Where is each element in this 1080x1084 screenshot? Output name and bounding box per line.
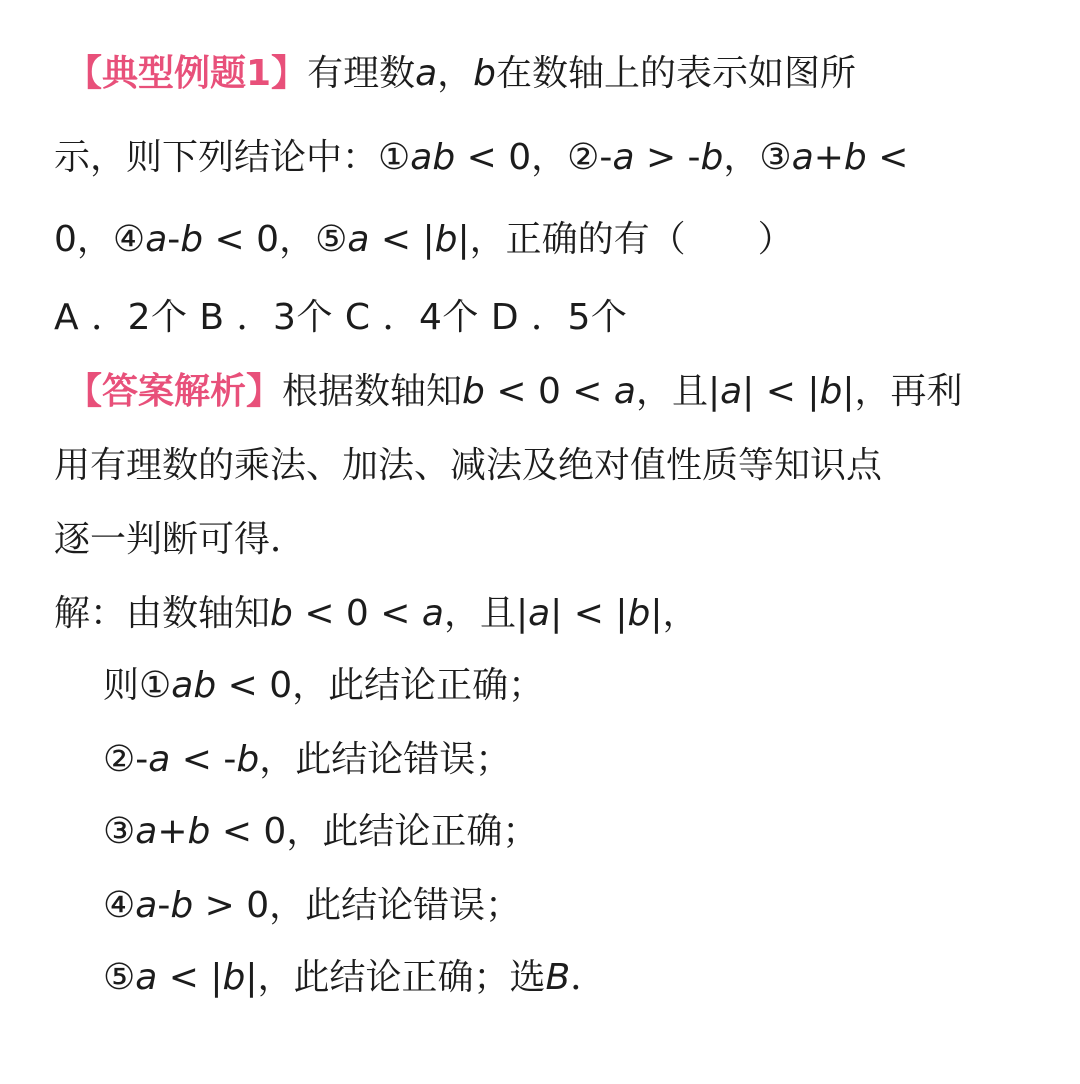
analysis-line-3: 逐一判断可得． <box>54 519 307 560</box>
solution-step-1: 则①ab < 0，此结论正确； <box>103 665 545 706</box>
example-line-2: 示，则下列结论中：①ab < 0，②-a > -b，③a+b < <box>54 137 909 178</box>
example-heading: 【典型例题1】 <box>66 53 308 94</box>
analysis-line-2: 用有理数的乘法、加法、减法及绝对值性质等知识点 <box>54 445 883 486</box>
solution-step-2: ②-a < -b，此结论错误； <box>103 739 512 780</box>
analysis-line-1: 【答案解析】根据数轴知b < 0 < a，且|a| < |b|，再利 <box>66 371 963 412</box>
answer-options: A ．2个 B ．3个 C ．4个 D ．5个 <box>54 297 628 338</box>
solution-step-4: ④a-b > 0，此结论错误； <box>103 885 522 926</box>
solution-step-5: ⑤a < |b|，此结论正确；选B． <box>103 957 607 998</box>
example-line-3: 0，④a-b < 0，⑤a < |b|，正确的有（ ） <box>54 219 794 260</box>
example-line-1: 【典型例题1】有理数a，b在数轴上的表示如图所 <box>66 53 857 94</box>
analysis-heading: 【答案解析】 <box>66 371 283 412</box>
solution-step-3: ③a+b < 0，此结论正确； <box>103 811 539 852</box>
solution-intro: 解：由数轴知b < 0 < a，且|a| < |b|， <box>54 593 699 634</box>
